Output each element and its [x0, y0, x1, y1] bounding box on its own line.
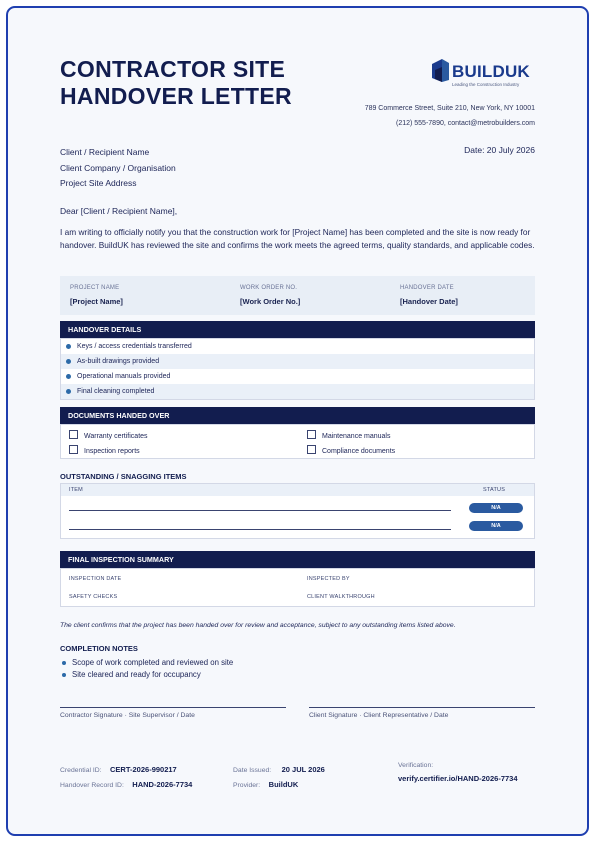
recipient-block: [60, 145, 176, 192]
handover-date-label: HANDOVER DATE: [400, 285, 454, 291]
completion-note: Scope of work completed and reviewed on site: [72, 658, 234, 667]
inspection-summary: [60, 568, 535, 607]
company-address: 789 Commerce Street, Suite 210, New York, NY 10001: [364, 105, 535, 112]
document-item-compliance: Compliance documents: [307, 445, 395, 455]
handover-date-value: [Handover Date]: [400, 297, 458, 306]
credential-id: Credential ID: CERT-2026-990217: [60, 765, 177, 774]
letter-body: I am writing to officially notify you that the construction work for [Project Name] has been completed and the site is now ready for handover. BuildUK has reviewed the site and confirms the work meets the agreed terms, quality standards, and applicable codes.: [60, 227, 535, 250]
bullet-icon: [62, 661, 66, 665]
column-status: STATUS: [483, 487, 506, 493]
letter-date: Date: 20 July 2026: [464, 145, 535, 155]
column-item: ITEM: [69, 487, 83, 493]
work-order-value: [Work Order No.]: [240, 297, 301, 306]
item-entry-line[interactable]: [69, 529, 451, 530]
buildings-logo-icon: [430, 58, 450, 84]
client-signature-label: Client Signature · Client Representative / Date: [309, 712, 449, 719]
bullet-icon: [66, 374, 71, 379]
date-issued: Date Issued: 20 JUL 2026: [233, 765, 325, 774]
completion-note: Site cleared and ready for occupancy: [72, 670, 201, 679]
brand-tagline: Leading the Construction Industry: [452, 82, 520, 87]
bullet-icon: [66, 344, 71, 349]
inspected-by-label: INSPECTED BY: [307, 576, 350, 582]
recipient-site: Project Site Address: [60, 178, 137, 188]
contractor-signature-label: Contractor Signature · Site Supervisor / Date: [60, 712, 195, 719]
checkbox[interactable]: [69, 430, 78, 439]
outstanding-heading: OUTSTANDING / SNAGGING ITEMS: [60, 472, 187, 481]
document-item-inspection: Inspection reports: [69, 445, 140, 455]
handover-details-list: [60, 338, 535, 400]
documents-checklist: [60, 424, 535, 459]
recipient-company: Client Company / Organisation: [60, 162, 176, 173]
inspection-date-label: INSPECTION DATE: [69, 576, 122, 582]
client-signature-line[interactable]: [309, 707, 535, 708]
status-badge: N/A: [469, 503, 523, 513]
project-name-label: PROJECT NAME: [70, 285, 120, 291]
brand-name: BUILDUK: [452, 62, 530, 81]
company-address-block: [365, 101, 535, 131]
bullet-icon: [66, 389, 71, 394]
bullet-icon: [66, 359, 71, 364]
safety-checks-label: SAFETY CHECKS: [69, 594, 118, 600]
company-contact: (212) 555-7890, contact@metrobuilders.com: [395, 120, 535, 127]
recipient-name: Client / Recipient Name: [60, 147, 150, 157]
document-title: [60, 56, 292, 110]
provider: Provider: BuildUK: [233, 780, 299, 789]
table-header: [61, 484, 534, 496]
title-line-2: HANDOVER LETTER: [60, 83, 292, 109]
client-walkthrough-label: CLIENT WALKTHROUGH: [307, 594, 375, 600]
handover-item: Operational manuals provided: [61, 369, 534, 384]
document-item-warranty: Warranty certificates: [69, 430, 148, 440]
verification-link[interactable]: verify.certifier.io/HAND-2026-7734: [398, 774, 518, 783]
salutation: Dear [Client / Recipient Name],: [60, 206, 178, 216]
work-order-label: WORK ORDER NO.: [240, 285, 298, 291]
outstanding-table: [60, 483, 535, 539]
title-line-1: CONTRACTOR SITE: [60, 56, 286, 82]
completion-notes-heading: COMPLETION NOTES: [60, 644, 138, 653]
project-name-value: [Project Name]: [70, 297, 123, 306]
checkbox[interactable]: [69, 445, 78, 454]
project-info-box: [60, 276, 535, 315]
handover-item: Keys / access credentials transferred: [61, 339, 534, 354]
handover-record-id: Handover Record ID: HAND-2026-7734: [60, 780, 193, 789]
handover-item: As-built drawings provided: [61, 354, 534, 369]
confirmation-statement: The client confirms that the project has been handed over for review and acceptance, subject to any outstanding items listed above.: [60, 622, 456, 629]
status-badge: N/A: [469, 521, 523, 531]
contractor-signature-line[interactable]: [60, 707, 286, 708]
document-item-maintenance: Maintenance manuals: [307, 430, 391, 440]
handover-item: Final cleaning completed: [61, 384, 534, 399]
bullet-icon: [62, 673, 66, 677]
item-entry-line[interactable]: [69, 510, 451, 511]
inspection-heading: FINAL INSPECTION SUMMARY: [60, 551, 535, 568]
verification-label: Verification:: [398, 762, 434, 769]
checkbox[interactable]: [307, 445, 316, 454]
handover-details-heading: HANDOVER DETAILS: [60, 321, 535, 338]
documents-heading: DOCUMENTS HANDED OVER: [60, 407, 535, 424]
checkbox[interactable]: [307, 430, 316, 439]
